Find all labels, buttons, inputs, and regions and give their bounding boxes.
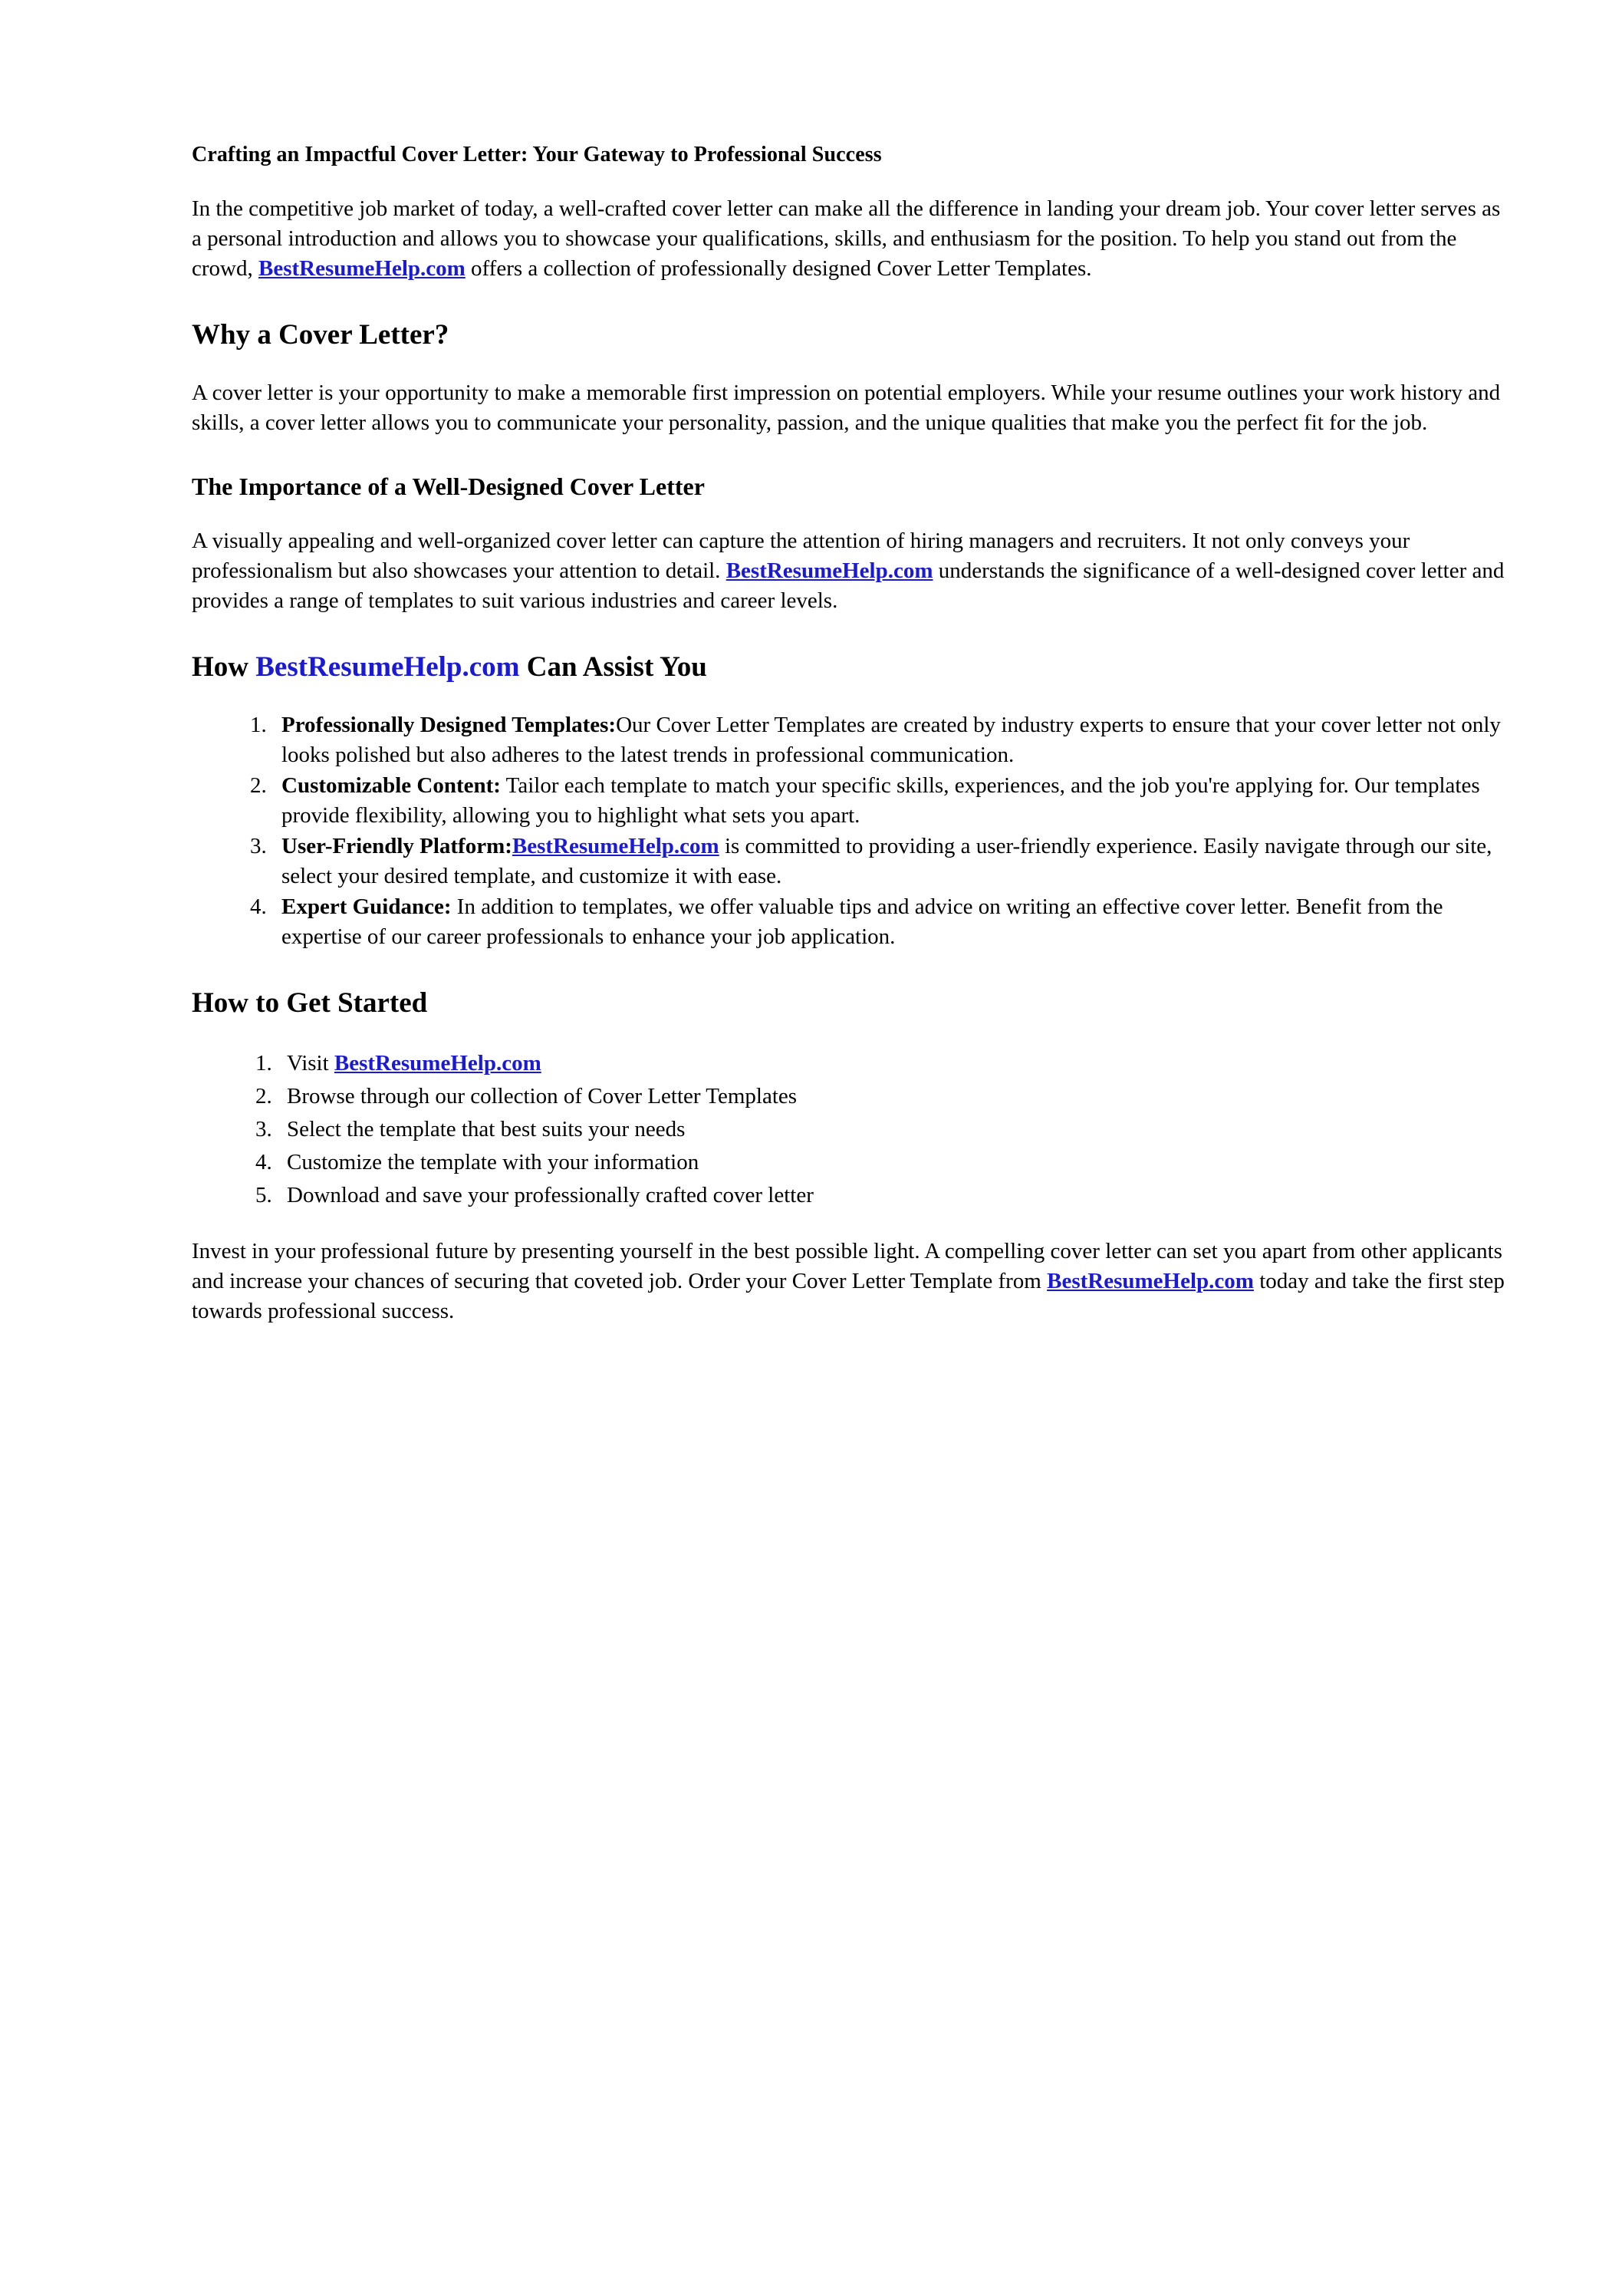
feature-description: Tailor each template to match your specific skills, experiences, and the job you're applying for. Our templates provide flexibility, allowing you to highlight what sets you apart. — [281, 772, 1480, 828]
list-item — [278, 1082, 1511, 1111]
importance-paragraph — [192, 526, 1511, 616]
closing-paragraph — [192, 1237, 1511, 1326]
feature-lead-label: User-Friendly Platform: — [281, 833, 512, 858]
feature-lead-label: Customizable Content: — [281, 772, 501, 798]
list-item — [278, 1181, 1511, 1210]
brand-link[interactable]: BestResumeHelp.com — [725, 558, 933, 583]
feature-lead-label: Expert Guidance: — [281, 894, 452, 919]
step-text: Select the template that best suits your needs — [287, 1117, 686, 1142]
intro-text-part2: offers a collection of professionally designed Cover Letter Templates. — [465, 255, 1092, 281]
step-text: Customize the template with your information — [287, 1150, 699, 1175]
get-started-steps-list — [192, 1049, 1511, 1211]
intro-paragraph — [192, 194, 1511, 284]
list-item — [272, 710, 1511, 770]
feature-description: is committed to providing a user-friendly experience. Easily navigate through our site, select your desired template, and customize it with ease. — [281, 833, 1492, 888]
step-text: Visit — [287, 1051, 334, 1076]
list-item — [272, 832, 1511, 891]
closing-text-part2: today and take the first step towards professional success. — [192, 1268, 1505, 1323]
page-title: Crafting an Impactful Cover Letter: Your Gateway to Professional Success — [192, 143, 882, 166]
list-item — [272, 771, 1511, 831]
list-item — [278, 1049, 1511, 1078]
importance-text-part1: A visually appealing and well-organized cover letter can capture the attention of hiring managers and recruiters. It not only conveys your professionalism but also showcases your attention to detail. — [192, 528, 1410, 583]
assist-features-list — [192, 710, 1511, 952]
brand-link[interactable]: BestResumeHelp.com — [512, 833, 719, 858]
brand-link[interactable]: BestResumeHelp.com — [255, 651, 520, 683]
intro-text-part1: In the competitive job market of today, a well-crafted cover letter can make all the difference in landing your dream job. Your cover letter serves as a personal introduction and allows you to showcase your qualifications, skills, and enthusiasm for the position. To help you stand out from the crowd, — [192, 196, 1501, 281]
list-item — [278, 1148, 1511, 1177]
list-item — [278, 1115, 1511, 1144]
heading-how-assist — [192, 650, 1511, 684]
heading-assist-suffix: Can Assist You — [519, 651, 707, 683]
document-body — [192, 142, 1511, 1326]
heading-why-cover-letter: Why a Cover Letter? — [192, 318, 449, 351]
heading-how-to-get-started: How to Get Started — [192, 987, 428, 1019]
step-text: Download and save your professionally crafted cover letter — [287, 1183, 814, 1208]
feature-description: In addition to templates, we offer valuable tips and advice on writing an effective cover letter. Benefit from the expertise of our career professionals to enhance your job application. — [281, 894, 1443, 949]
heading-importance: The Importance of a Well-Designed Cover Letter — [192, 472, 705, 500]
brand-link[interactable]: BestResumeHelp.com — [334, 1051, 541, 1076]
heading-assist-prefix: How — [192, 651, 256, 683]
importance-text-part2: understands the significance of a well-designed cover letter and provides a range of templates to suit various industries and career levels. — [192, 558, 1505, 613]
brand-link[interactable]: BestResumeHelp.com — [258, 255, 466, 281]
why-cover-letter-paragraph: A cover letter is your opportunity to make a memorable first impression on potential employers. While your resume outlines your work history and skills, a cover letter allows you to communicate your personality, passion, and the unique qualities that make you the perfect fit for the job. — [192, 380, 1501, 435]
closing-text-part1: Invest in your professional future by presenting yourself in the best possible light. A compelling cover letter can set you apart from other applicants and increase your chances of securing that coveted job. Order your Cover Letter Template from — [192, 1238, 1502, 1293]
step-text: Browse through our collection of Cover Letter Templates — [287, 1084, 798, 1109]
list-item — [272, 892, 1511, 952]
feature-description: Our Cover Letter Templates are created by industry experts to ensure that your cover letter not only looks polished but also adheres to the latest trends in professional communication. — [281, 712, 1501, 767]
feature-lead-label: Professionally Designed Templates: — [281, 712, 617, 737]
brand-link[interactable]: BestResumeHelp.com — [1047, 1268, 1254, 1293]
